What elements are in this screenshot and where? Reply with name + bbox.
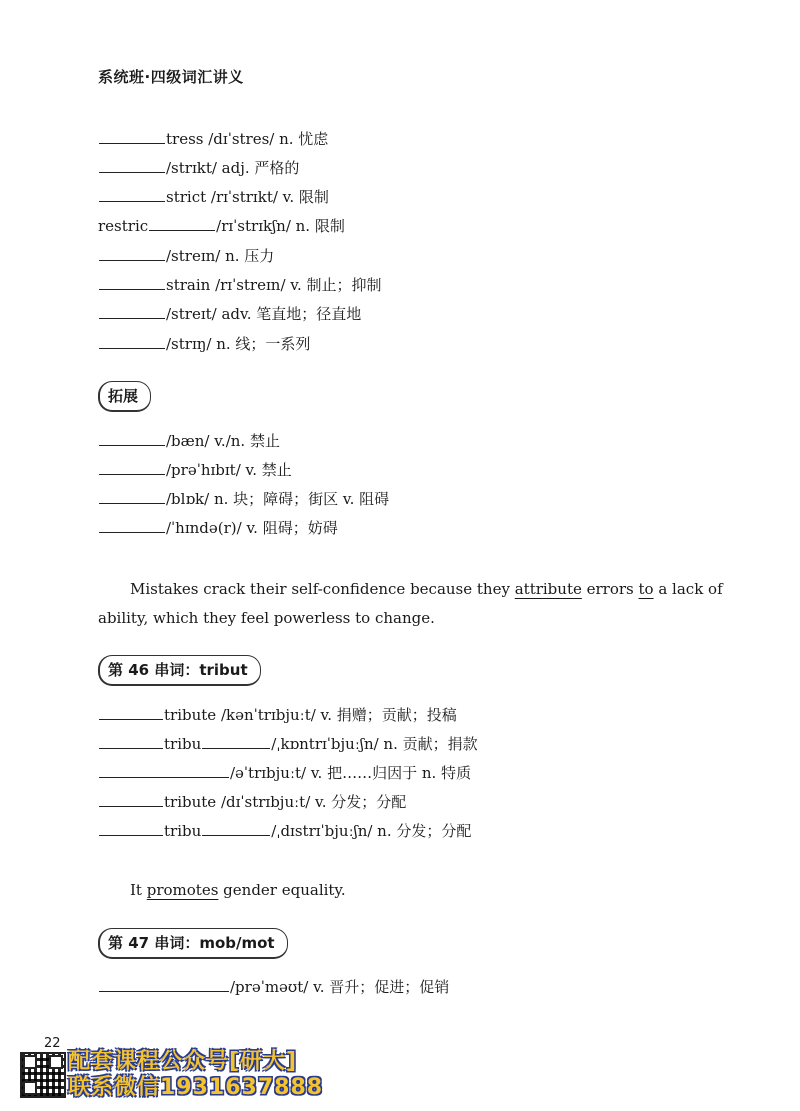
fill-blank[interactable] [99,187,165,202]
section-46-label: 第 46 串词：tribut [98,655,261,686]
promo-text-line-1: 配套课程公众号[研大] [68,1049,298,1074]
page-number: 22 [44,1036,61,1051]
section-47-label: 第 47 串词：mob/mot [98,928,288,959]
fill-blank[interactable] [99,734,163,749]
underlined-word: promotes [146,881,219,899]
vocab-line: tribu /ˌkɒntrɪˈbjuːʃn/ n. 贡献；捐款 [98,733,478,755]
example-sentence: It promotes gender equality. [130,881,346,899]
vocab-line: /bæn/ v./n. 禁止 [98,430,280,452]
vocab-line: /prəˈhɪbɪt/ v. 禁止 [98,459,292,481]
vocab-line: /streɪt/ adv. 笔直地；径直地 [98,303,361,325]
vocab-line: tribu /ˌdɪstrɪˈbjuːʃn/ n. 分发；分配 [98,820,471,842]
vocab-line: /blɒk/ n. 块；障碍；街区 v. 阻碍 [98,488,389,510]
promo-text-line-2: 联系微信1931637888 [68,1075,324,1100]
fill-blank[interactable] [99,246,165,261]
vocab-line: /əˈtrɪbjuːt/ v. 把……归因于 n. 特质 [98,762,471,784]
vocab-line: /streɪn/ n. 压力 [98,245,274,267]
fill-blank[interactable] [99,334,165,349]
vocab-line: tribute /kənˈtrɪbjuːt/ v. 捐赠；贡献；投稿 [98,704,457,726]
vocab-line: /strɪŋ/ n. 线；一系列 [98,333,310,355]
fill-blank[interactable] [99,821,163,836]
fill-blank[interactable] [99,304,165,319]
fill-blank[interactable] [99,158,165,173]
vocab-line: restric /rɪˈstrɪkʃn/ n. 限制 [98,217,345,235]
vocab-line: /ˈhɪndə(r)/ v. 阻碍；妨碍 [98,517,338,539]
vocab-line: tress /dɪˈstres/ n. 忧虑 [98,128,328,150]
fill-blank[interactable] [99,129,165,144]
underlined-word: attribute [514,580,582,598]
vocab-line: /prəˈməʊt/ v. 晋升；促进；促销 [98,976,449,998]
example-sentence: Mistakes crack their self-confidence because they attribute errors to a lack of ability, which they feel powerless to change. [98,580,723,627]
vocab-line: strict /rɪˈstrɪkt/ v. 限制 [98,186,329,208]
underlined-word: to [638,580,654,598]
fill-blank[interactable] [99,489,165,504]
fill-blank[interactable] [99,431,165,446]
fill-blank[interactable] [99,977,229,992]
vocab-line: strain /rɪˈstreɪn/ v. 制止；抑制 [98,274,382,296]
fill-blank[interactable] [99,460,165,475]
fill-blank[interactable] [99,792,163,807]
fill-blank[interactable] [202,821,270,836]
vocab-line: tribute /dɪˈstrɪbjuːt/ v. 分发；分配 [98,791,406,813]
fill-blank[interactable] [99,275,165,290]
fill-blank[interactable] [99,518,165,533]
fill-blank[interactable] [202,734,270,749]
qr-code-icon [20,1052,66,1098]
expansion-label: 拓展 [98,381,151,412]
fill-blank[interactable] [149,216,215,231]
vocab-line: /strɪkt/ adj. 严格的 [98,157,299,179]
page-header-title: 系统班·四级词汇讲义 [98,68,244,86]
fill-blank[interactable] [99,763,229,778]
fill-blank[interactable] [99,705,163,720]
